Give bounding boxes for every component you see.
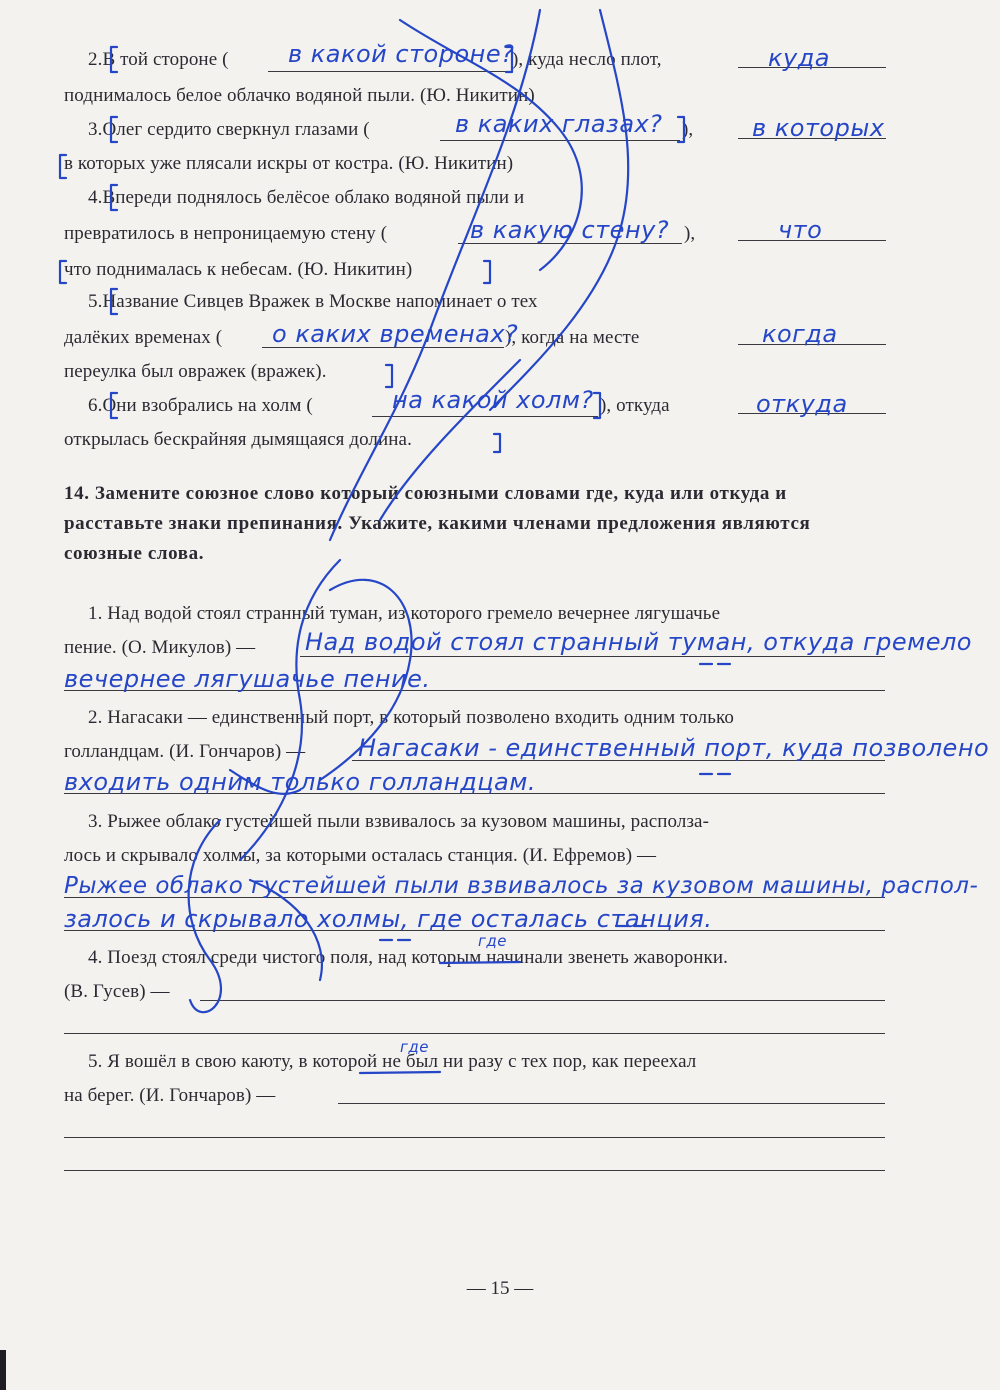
handwritten-question: на какой холм?: [392, 386, 594, 414]
task-14-item-1-line-1: 1. Над водой стоял странный туман, из которого гремело вечернее лягушачье: [88, 603, 721, 624]
task-14-title-line-3: союзные слова.: [64, 543, 205, 564]
handwritten-conjunction: в которых: [752, 114, 885, 142]
handwritten-conjunction: куда: [768, 44, 830, 72]
sentence-4-line-3: что поднималась к небесам. (Ю. Никитин): [64, 259, 413, 280]
sentence-text: Впереди поднялось белёсое облако водяной пыли и: [102, 187, 525, 208]
sentence-num: 4.: [88, 187, 103, 208]
task-14-item-4-line-1: 4. Поезд стоял среди чистого поля, над которым начинали звенеть жаворонки.: [88, 947, 729, 968]
answer-line: [64, 1170, 885, 1171]
sentence-4-line-2: превратилось в непроницаемую стену (: [64, 223, 388, 244]
answer-line: [64, 1033, 885, 1034]
sentence-2-line-2: поднималось белое облачко водяной пыли. (Ю. Никитин): [64, 85, 535, 106]
sentence-6-line-1: [88, 394, 313, 418]
scan-edge-mark: [0, 1350, 6, 1390]
sentence-text: Они взобрались на холм (: [102, 395, 313, 416]
handwritten-conjunction: откуда: [756, 390, 848, 418]
answer-blank: [440, 140, 680, 141]
sentence-num: 3.: [88, 119, 103, 140]
handwritten-question: в какую стену?: [470, 216, 670, 244]
task-14-item-4-line-2: (В. Гусев) —: [64, 981, 170, 1002]
answer-blank: [268, 71, 510, 72]
handwritten-answer: вечернее лягушачье пение.: [64, 665, 431, 693]
sentence-6-line-2: открылась бескрайняя дымящаяся долина.: [64, 429, 412, 450]
answer-line: [64, 1137, 885, 1138]
task-14-title-line-2: расставьте знаки препинания. Укажите, какими членами предложения являются: [64, 513, 811, 534]
sentence-2-line-1b: ), куда несло плот,: [512, 49, 662, 70]
sentence-5-line-2b: ), когда на месте: [505, 327, 640, 348]
sentence-5-line-1: [88, 290, 538, 314]
task-14-item-2-line-2: голландцам. (И. Гончаров) —: [64, 741, 306, 762]
handwritten-answer: Нагасаки - единственный порт, куда позволено: [358, 734, 990, 762]
task-14-item-2-line-1: 2. Нагасаки — единственный порт, в который позволено входить одним только: [88, 707, 734, 728]
handwritten-conjunction: что: [778, 216, 823, 244]
handwritten-answer: Над водой стоял странный туман, откуда гремело: [305, 628, 972, 656]
task-14-item-3-line-2: лось и скрывало холмы, за которыми осталась станция. (И. Ефремов) —: [64, 845, 657, 866]
sentence-text: В той стороне (: [102, 49, 229, 70]
sentence-5-line-3: переулка был овражек (вражек).: [64, 361, 327, 382]
handwritten-question: в каких глазах?: [455, 110, 663, 138]
task-14-item-5-line-1: 5. Я вошёл в свою каюту, в которой не был ни разу с тех пор, как переехал: [88, 1051, 697, 1072]
handwritten-answer: залось и скрывало холмы, где осталась станция.: [64, 905, 713, 933]
handwritten-note: где: [478, 932, 507, 950]
sentence-text: Олег сердито сверкнул глазами (: [102, 119, 370, 140]
sentence-num: 5.: [88, 291, 103, 312]
task-14-item-3-line-1: 3. Рыжее облако густейшей пыли взвивалось за кузовом машины, располза-: [88, 811, 710, 832]
task-14-title-line-1: 14. Замените союзное слово который союзными словами где, куда или откуда и: [64, 483, 787, 504]
answer-line: [300, 656, 885, 657]
sentence-6-line-1b: ), откуда: [600, 395, 670, 416]
answer-line: [200, 1000, 885, 1001]
answer-blank: [372, 416, 598, 417]
bracket-mark: [484, 261, 490, 283]
handwritten-question: о каких временах?: [272, 320, 519, 348]
handwritten-answer: Рыжее облако густейшей пыли взвивалось за кузовом машины, распол-: [64, 873, 979, 899]
handwritten-answer: входить одним только голландцам.: [64, 768, 536, 796]
task-14-item-5-line-2: на берег. (И. Гончаров) —: [64, 1085, 276, 1106]
task-14-item-1-line-2: пение. (О. Микулов) —: [64, 637, 256, 658]
handwritten-question: в какой стороне?: [288, 40, 515, 68]
sentence-num: 2.: [88, 49, 103, 70]
bracket-mark: [386, 365, 392, 387]
sentence-4-line-2b: ),: [684, 223, 696, 244]
handwritten-note: где: [400, 1038, 429, 1056]
sentence-3-line-1: [88, 118, 370, 142]
sentence-5-line-2: далёких временах (: [64, 327, 223, 348]
sentence-4-line-1: [88, 186, 524, 210]
sentence-3-line-1b: ),: [682, 119, 694, 140]
handwritten-conjunction: когда: [762, 320, 838, 348]
sentence-2-line-1: [88, 48, 229, 72]
sentence-text: Название Сивцев Вражек в Москве напоминает о тех: [102, 291, 538, 312]
sentence-3-line-2: в которых уже плясали искры от костра. (Ю. Никитин): [64, 153, 514, 174]
bracket-mark: [494, 434, 500, 452]
page-number: — 15 —: [466, 1278, 534, 1299]
sentence-num: 6.: [88, 395, 103, 416]
answer-line: [338, 1103, 885, 1104]
